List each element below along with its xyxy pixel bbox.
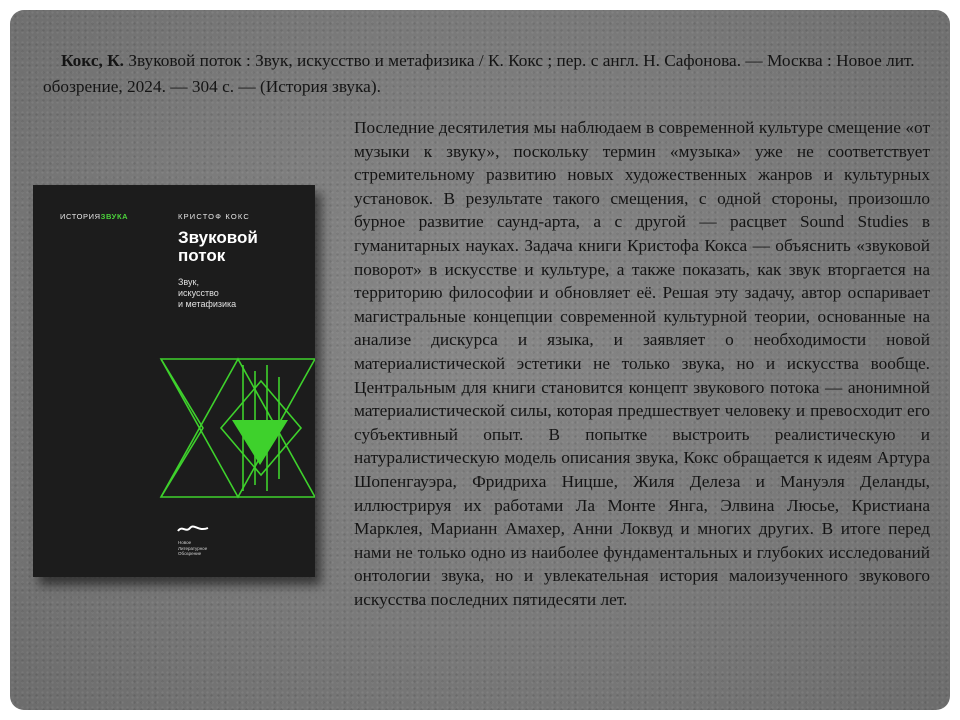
publisher-name: Новое Литературное Обозрение bbox=[178, 540, 208, 556]
bibliographic-citation bbox=[43, 48, 933, 100]
book-description: Последние десятилетия мы наблюдаем в современной культуре смещение «от музыки к звуку», поскольку термин «музыка» уже не соответствует стремительному развитию новых художественных жанров и культурных установок. В результате такого смещения, с одной стороны, произошло бурное развитие саунд-арта, а с другой — расцвет Sound Studies в гуманитарных науках. Задача книги Кристофа Кокса — объяснить «звуковой поворот» в искусстве и культуре, а также показать, как звук вторгается на территорию философии и обновляет её. Решая эту задачу, автор оспаривает магистральные концепции современной культурной теории, основанные на анализе дискурса и языка, и заявляет о необходимости новой материалистической эстетики не только звука, но и искусства вообще. Центральным для книги становится концепт звукового потока — анонимной материалистической силы, которая предшествует человеку и превосходит его субъективный опыт. В попытке выстроить реалистическую и натуралистическую модель описания звука, Кокс обращается к идеям Артура Шопенгауэра, Фридриха Ницше, Жиля Делеза и Мануэля Деланды, иллюстрируя их работами Ла Монте Янга, Элвина Люсье, Кристиана Марклея, Марианн Амахер, Анни Локвуд и многих других. В итоге перед нами не только одно из наиболее фундаментальных и глубоких исследований онтологии звука, но и увлекательная история малоизученного звукового искусства последних пятидесяти лет. bbox=[354, 118, 930, 609]
book-author: КРИСТОФ КОКС bbox=[178, 212, 251, 221]
book-subtitle: Звук, искусство и метафизика bbox=[178, 277, 237, 309]
publisher-logo-icon bbox=[176, 523, 210, 535]
book-title: Звуковой поток bbox=[178, 228, 258, 265]
citation-details: Звуковой поток : Звук, искусство и метафизика / К. Кокс ; пер. с англ. Н. Сафонова. — Москва : Новое лит. обозрение, 2024. — 304 с. — (История звука). bbox=[43, 51, 915, 96]
series-part2: ЗВУКА bbox=[100, 212, 129, 221]
series-part1: ИСТОРИЯ bbox=[60, 212, 101, 221]
citation-author: Кокс, К. bbox=[61, 51, 124, 70]
slide-background bbox=[10, 10, 950, 710]
book-series-label bbox=[60, 212, 128, 221]
book-cover-image bbox=[33, 185, 315, 577]
